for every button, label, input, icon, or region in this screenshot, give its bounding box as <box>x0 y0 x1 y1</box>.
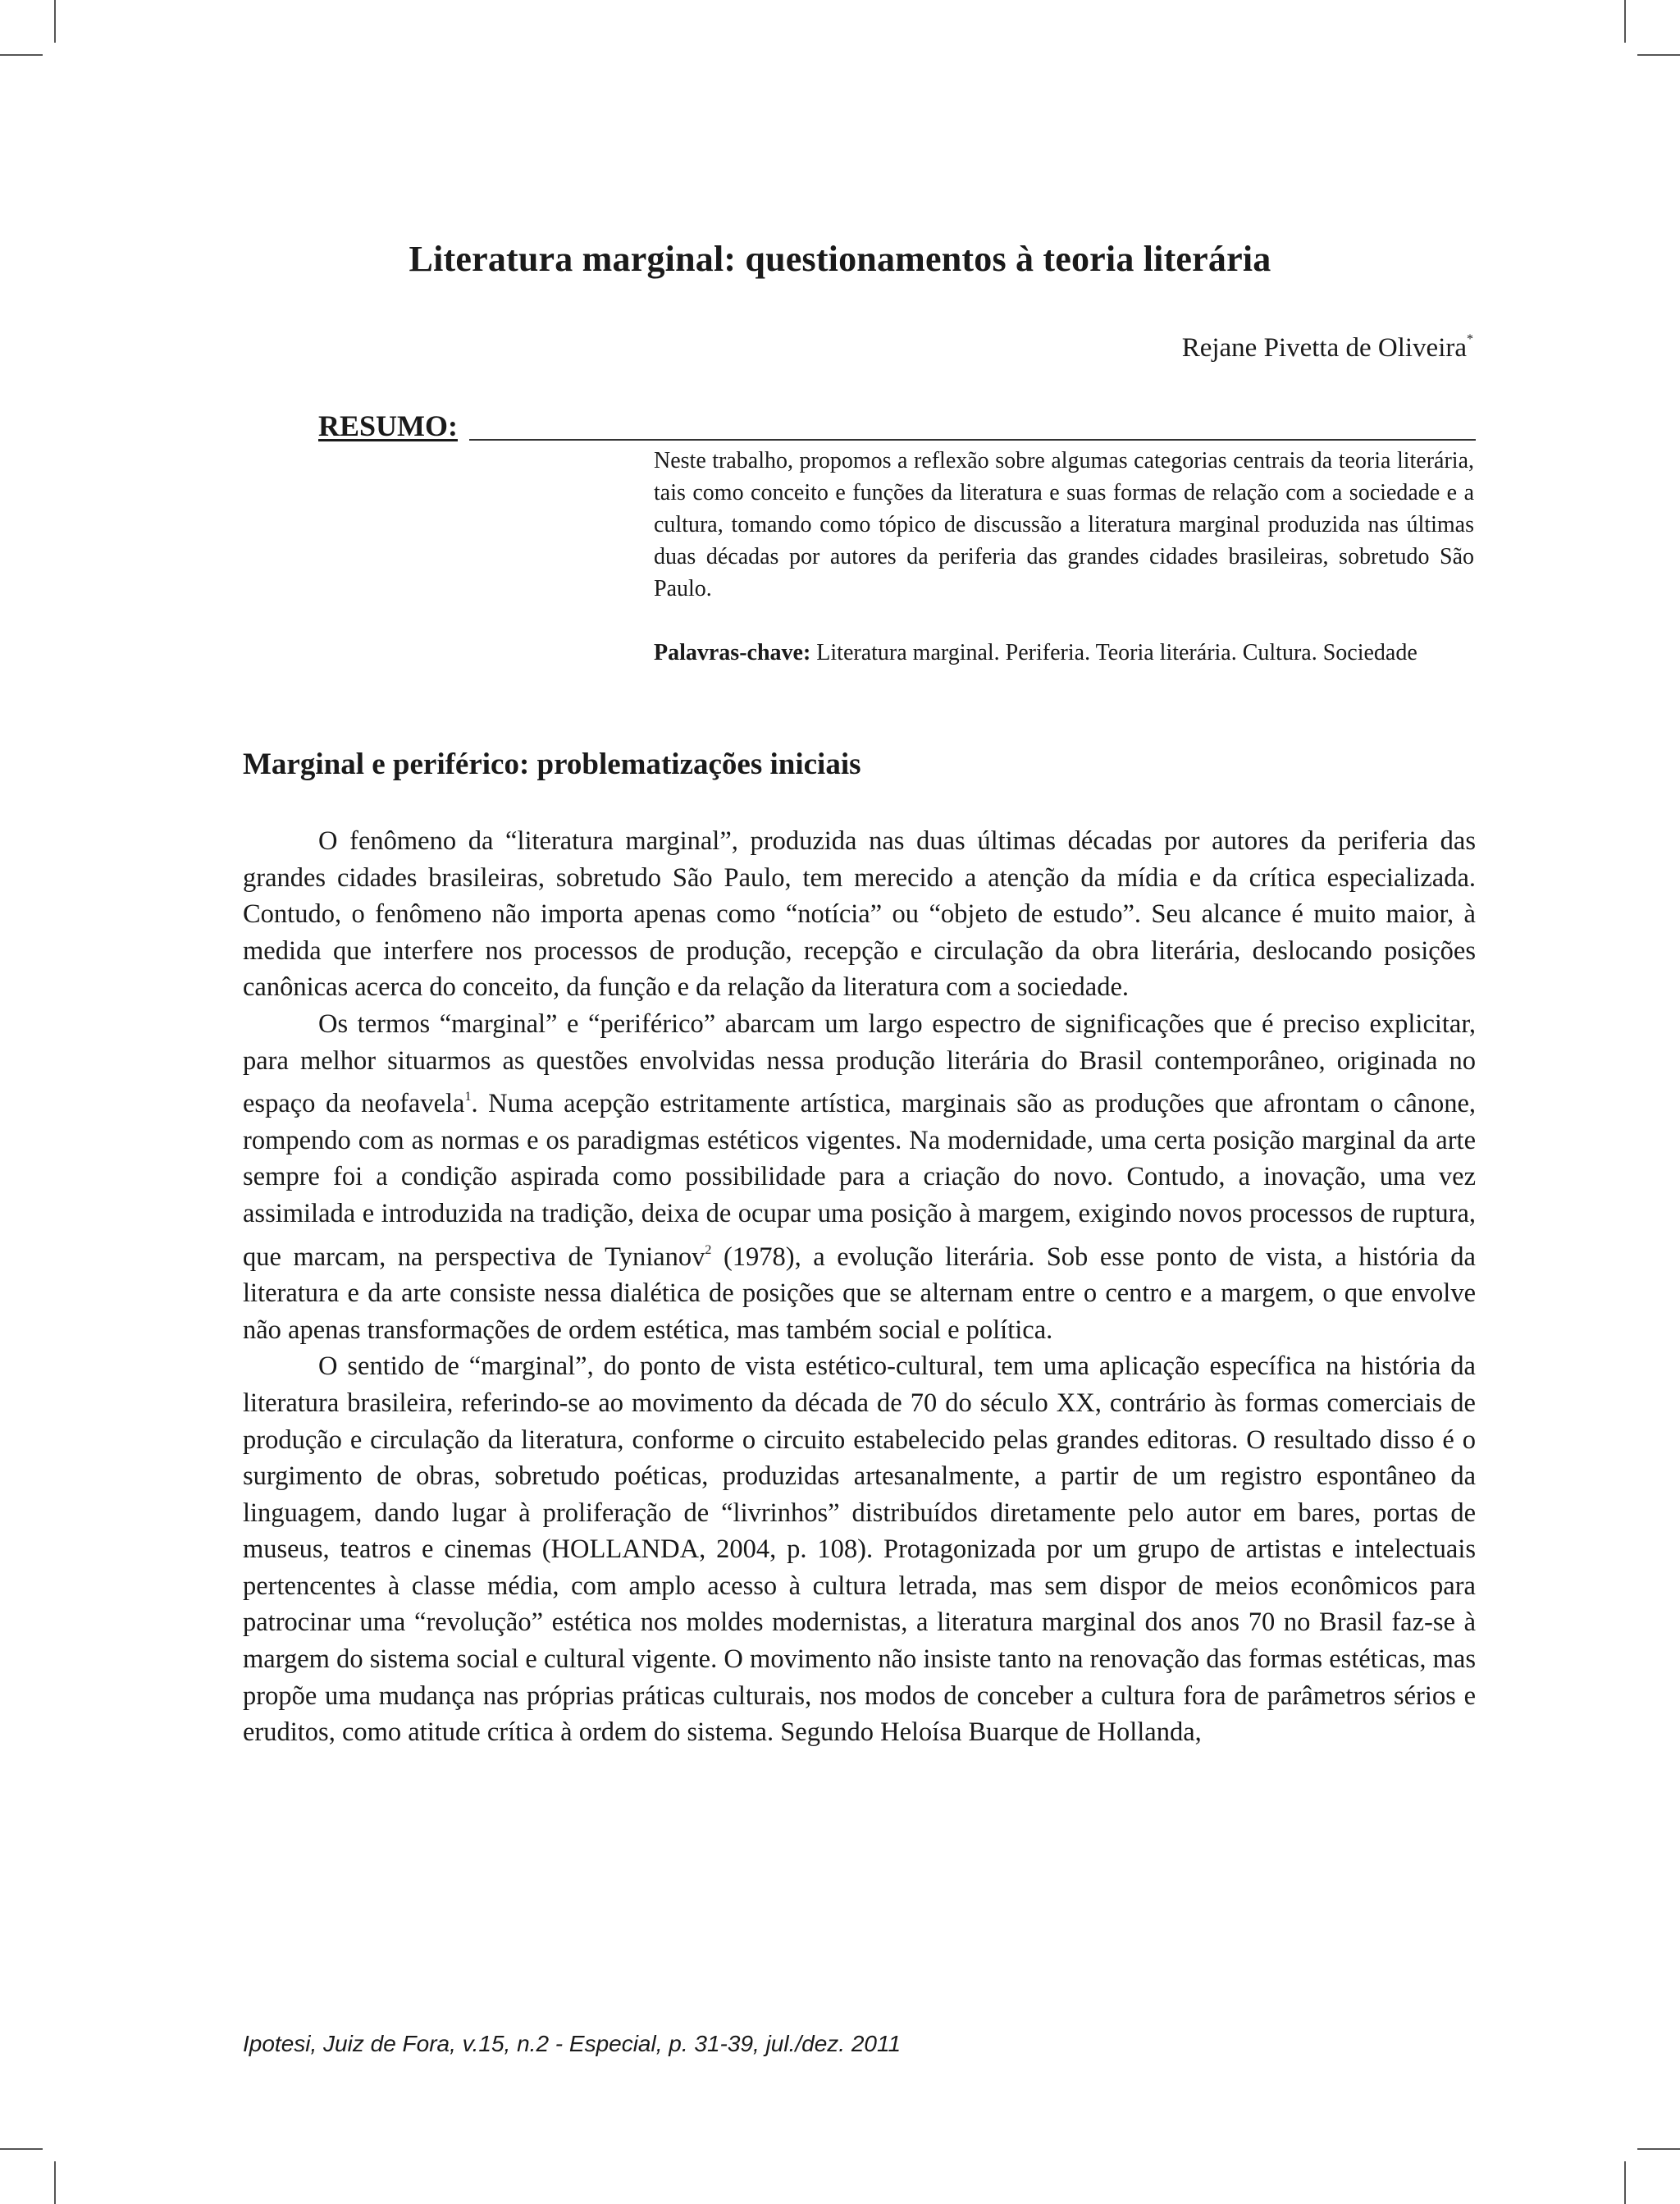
crop-mark <box>1624 0 1626 43</box>
section-heading: Marginal e periférico: problematizações iniciais <box>243 748 861 781</box>
keywords-label: Palavras-chave: <box>654 640 811 665</box>
body-text <box>243 823 1476 1751</box>
crop-mark <box>1624 2161 1626 2204</box>
paragraph-2 <box>243 1006 1476 1348</box>
abstract-label: RESUMO: <box>318 409 458 442</box>
keywords <box>654 637 1476 669</box>
author-footnote-mark: * <box>1467 332 1473 346</box>
crop-mark <box>54 0 56 43</box>
crop-mark <box>0 54 43 56</box>
paragraph-2-part-a: Os termos “marginal” e “periférico” abarcam um largo espectro de significações que é preciso explicitar, para melhor situarmos as questões envolvidas nessa produção literária do Brasil contemporâneo, originada no espaço da neofavela <box>243 1008 1476 1119</box>
paragraph-2-part-c: (1978), a evolução literária. Sob esse ponto de vista, a história da literatura e da arte consiste nessa dialética de posições que se alternam entre o centro e a margem, o que envolve não apenas transformações de ordem estética, mas também social e política. <box>243 1241 1476 1345</box>
article-title: Literatura marginal: questionamentos à teoria literária <box>409 239 1271 279</box>
keywords-list: Literatura marginal. Periferia. Teoria literária. Cultura. Sociedade <box>816 640 1418 665</box>
footnote-ref-2[interactable]: 2 <box>705 1242 712 1257</box>
paragraph-2-part-b: . Numa acepção estritamente artística, marginais são as produções que afrontam o cânone, rompendo com as normas e os paradigmas estéticos vigentes. Na modernidade, uma certa posição marginal da arte sempre foi a condição aspirada como possibilidade para a criação do novo. Contudo, a inovação, uma vez assimilada e introduzida na tradição, deixa de ocupar uma posição à margem, exigindo novos processos de ruptura, que marcam, na perspectiva de Tynianov <box>243 1089 1476 1272</box>
paragraph-3: O sentido de “marginal”, do ponto de vista estético-cultural, tem uma aplicação específica na história da literatura brasileira, referindo-se ao movimento da década de 70 do século XX, contrário às formas comerciais de produção e circulação da literatura, conforme o circuito estabelecido pelas grandes editoras. O resultado disso é o surgimento de obras, sobretudo poéticas, produzidas artesanalmente, a partir de um registro espontâneo da linguagem, dando lugar à proliferação de “livrinhos” distribuídos diretamente pelo autor em bares, portas de museus, teatros e cinemas (HOLLANDA, 2004, p. 108). Protagonizada por um grupo de artistas e intelectuais pertencentes à classe média, com amplo acesso à cultura letrada, mas sem dispor de meios econômicos para patrocinar uma “revolução” estética nos moldes modernistas, a literatura marginal dos anos 70 no Brasil faz-se à margem do sistema social e cultural vigente. O movimento não insiste tanto na renovação das formas estéticas, mas propõe uma mudança nas próprias práticas culturais, nos modos de conceber a cultura fora de parâmetros sérios e eruditos, como atitude crítica à ordem do sistema. Segundo Heloísa Buarque de Hollanda, <box>243 1351 1476 1748</box>
abstract-text: Neste trabalho, propomos a reflexão sobre algumas categorias centrais da teoria literária, tais como conceito e funções da literatura e suas formas de relação com a sociedade e a cultura, tomando como tópico de discussão a literatura marginal produzida nas últimas duas décadas por autores da periferia das grandes cidades brasileiras, sobretudo São Paulo. <box>654 448 1474 601</box>
footnote-ref-1[interactable]: 1 <box>464 1090 472 1104</box>
abstract-rule <box>469 439 1476 441</box>
crop-mark <box>0 2148 43 2150</box>
author-name <box>1182 332 1473 364</box>
paragraph-1: O fenômeno da “literatura marginal”, produzida nas duas últimas décadas por autores da periferia das grandes cidades brasileiras, sobretudo São Paulo, tem merecido a atenção da mídia e da crítica especializada. Contudo, o fenômeno não importa apenas como “notícia” ou “objeto de estudo”. Seu alcance é muito maior, à medida que interfere nos processos de produção, recepção e circulação da obra literária, deslocando posições canônicas acerca do conceito, da função e da relação da literatura com a sociedade. <box>243 826 1476 1003</box>
crop-mark <box>1637 54 1680 56</box>
journal-citation: Ipotesi, Juiz de Fora, v.15, n.2 - Especial, p. 31-39, jul./dez. 2011 <box>243 2031 902 2056</box>
crop-mark <box>54 2161 56 2204</box>
author-name-text: Rejane Pivetta de Oliveira <box>1181 333 1467 363</box>
crop-mark <box>1637 2148 1680 2150</box>
